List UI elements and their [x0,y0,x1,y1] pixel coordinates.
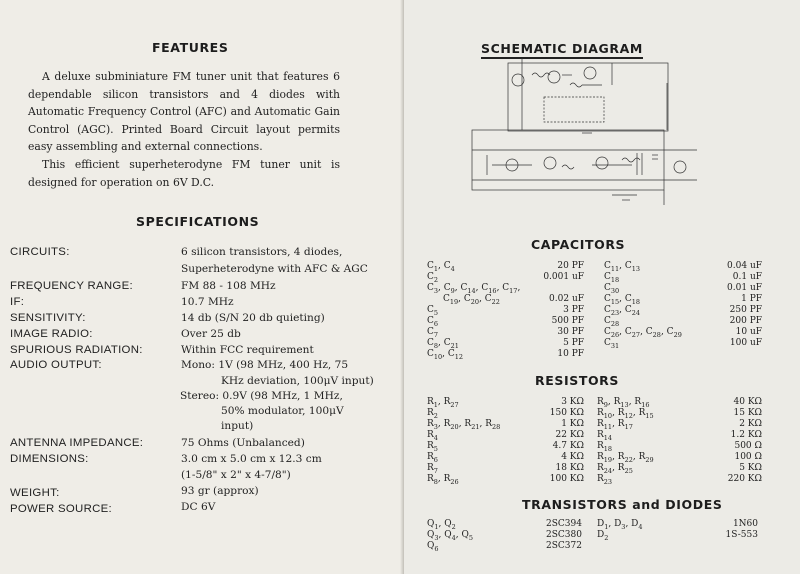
sensitivity-value: 14 db (S/N 20 db quieting) [181,312,325,324]
dimensions-label: DIMENSIONS: [10,453,89,465]
capacitor-ref: $C_6$ [427,316,439,328]
image-radio-value: Over 25 db [181,328,241,340]
resistor-ref: $R_4$ [427,430,438,442]
capacitor-value: 100 uF [729,338,762,348]
resistor-ref: $R_2$ [427,408,438,420]
resistor-ref: $R_{18}$ [597,441,613,453]
transistor-value: 2SC394 [546,519,582,529]
diode-value: 1N60 [732,519,758,529]
transistors-heading: TRANSISTORS and DIODES [522,497,723,512]
capacitor-ref: $C_8$, $C_{21}$ [427,338,459,350]
capacitor-value: 0.1 uF [732,272,762,282]
capacitor-value: 5 PF [563,338,584,348]
capacitor-value: 10 PF [557,349,584,359]
features-text [28,68,340,191]
diode-value: 1S-553 [725,530,758,540]
capacitor-ref: $C_{15}$, $C_{18}$ [604,294,641,306]
right-page [404,0,800,574]
audio-output-label: AUDIO OUTPUT: [10,359,102,371]
resistor-ref: $R_{14}$ [597,430,613,442]
capacitor-ref: $C_{18}$ [604,272,620,284]
capacitor-ref: $C_{11}$, $C_{13}$ [604,261,641,273]
resistor-ref: $R_5$ [427,441,438,453]
transistor-ref: $Q_3$, $Q_4$, $Q_5$ [427,530,474,542]
power-source-label: POWER SOURCE: [10,503,112,515]
capacitor-value: 0.02 uF [549,294,584,304]
resistor-ref: $R_{11}$, $R_{17}$ [597,419,633,431]
capacitor-value: 200 PF [729,316,762,326]
resistor-value: 40 KΩ [733,397,762,407]
capacitor-ref: $C_2$ [427,272,439,284]
resistor-value: 150 KΩ [549,408,584,418]
resistor-ref: $R_3$, $R_{20}$, $R_{21}$, $R_{28}$ [427,419,501,431]
audio-mono-line-1: Mono: 1V (98 MHz, 400 Hz, 75 [181,359,349,371]
frequency-label: FREQUENCY RANGE: [10,280,133,292]
resistor-ref: $R_6$ [427,452,438,464]
spurious-label: SPURIOUS RADIATION: [10,344,143,356]
capacitors-heading: CAPACITORS [531,237,626,252]
capacitor-ref: $C_{10}$, $C_{12}$ [427,349,464,361]
resistor-value: 3 KΩ [561,397,584,407]
capacitor-ref: $C_{23}$, $C_{24}$ [604,305,641,317]
resistor-value: 4 KΩ [561,452,584,462]
resistor-ref: $R_9$, $R_{13}$, $R_{16}$ [597,397,650,409]
features-heading: FEATURES [152,40,229,55]
image-radio-label: IMAGE RADIO: [10,328,93,340]
weight-value: 93 gr (approx) [181,485,259,497]
capacitor-ref: $C_1$, $C_4$ [427,261,455,273]
audio-mono-line-2: KHz deviation, 100μV input) [221,375,374,387]
resistor-ref: $R_8$, $R_{26}$ [427,474,459,486]
capacitor-ref: $C_{28}$ [604,316,620,328]
transistor-ref: $Q_1$, $Q_2$ [427,519,456,531]
resistor-value: 500 Ω [734,441,762,451]
resistor-ref: $R_7$ [427,463,438,475]
capacitor-value: 20 PF [557,261,584,271]
capacitor-value: 0.001 uF [543,272,584,282]
if-label: IF: [10,296,25,308]
dimensions-value-line-1: 3.0 cm x 5.0 cm x 12.3 cm [181,453,322,465]
resistor-ref: $R_{19}$, $R_{22}$, $R_{29}$ [597,452,654,464]
circuits-value-line-1: 6 silicon transistors, 4 diodes, [181,246,343,258]
resistor-value: 1.2 KΩ [730,430,762,440]
specifications-heading: SPECIFICATIONS [136,214,260,229]
capacitor-ref: $C_{19}$, $C_{20}$, $C_{22}$ [443,294,500,306]
circuits-value-line-2: Superheterodyne with AFC & AGC [181,263,368,275]
resistor-value: 18 KΩ [555,463,584,473]
resistor-ref: $R_1$, $R_{27}$ [427,397,459,409]
spurious-value: Within FCC requirement [181,344,314,356]
resistor-value: 15 KΩ [733,408,762,418]
capacitor-ref: $C_7$ [427,327,439,339]
capacitor-value: 500 PF [551,316,584,326]
audio-stereo-line-3: input) [221,420,254,432]
capacitor-value: 3 PF [563,305,584,315]
capacitor-ref: $C_3$, $C_9$, $C_{14}$, $C_{16}$, $C_{17}$, [427,283,521,295]
capacitor-ref: $C_{31}$ [604,338,620,350]
transistor-ref: $Q_6$ [427,541,439,553]
capacitor-ref: $C_{26}$, $C_{27}$, $C_{28}$, $C_{29}$ [604,327,682,339]
antenna-value: 75 Ohms (Unbalanced) [181,437,305,449]
resistor-ref: $R_{10}$, $R_{12}$, $R_{15}$ [597,408,654,420]
resistor-value: 4.7 KΩ [552,441,584,451]
diode-ref: $D_1$, $D_3$, $D_4$ [597,519,643,531]
audio-stereo-line-2: 50% modulator, 100μV [221,405,344,417]
capacitor-value: 250 PF [729,305,762,315]
resistor-value: 5 KΩ [739,463,762,473]
features-paragraph-2: This efficient superheterodyne FM tuner unit is designed for operation on 6V D.C. [28,157,340,189]
dimensions-value-line-2: (1-5/8" x 2" x 4-7/8") [181,469,291,481]
resistor-value: 22 KΩ [555,430,584,440]
features-paragraph-1: A deluxe subminiature FM tuner unit that features 6 dependable silicon transistors and 4 diodes with Automatic Frequency Control (AFC) and Automatic Gain Control (AGC). Printed Board Circuit layout permits easy assembling and external connections. [28,70,340,154]
capacitor-value: 0.04 uF [727,261,762,271]
diode-ref: $D_2$ [597,530,609,542]
capacitor-ref: $C_{30}$ [604,283,620,295]
audio-stereo-line-1: Stereo: 0.9V (98 MHz, 1 MHz, [180,390,343,402]
resistor-value: 220 KΩ [727,474,762,484]
capacitor-value: 30 PF [557,327,584,337]
if-value: 10.7 MHz [181,296,234,308]
resistor-value: 2 KΩ [739,419,762,429]
resistor-value: 100 KΩ [549,474,584,484]
power-source-value: DC 6V [181,501,216,513]
transistor-value: 2SC380 [546,530,582,540]
resistor-value: 100 Ω [734,452,762,462]
capacitor-ref: $C_5$ [427,305,439,317]
capacitor-value: 10 uF [735,327,762,337]
schematic-heading: SCHEMATIC DIAGRAM [481,41,643,59]
schematic-diagram [462,55,712,215]
sensitivity-label: SENSITIVITY: [10,312,86,324]
transistor-value: 2SC372 [546,541,582,551]
capacitor-value: 1 PF [741,294,762,304]
frequency-value: FM 88 - 108 MHz [181,280,276,292]
resistor-value: 1 KΩ [561,419,584,429]
antenna-label: ANTENNA IMPEDANCE: [10,437,144,449]
resistors-heading: RESISTORS [535,373,620,388]
capacitor-value: 0.01 uF [727,283,762,293]
resistor-ref: $R_{23}$ [597,474,613,486]
resistor-ref: $R_{24}$, $R_{25}$ [597,463,633,475]
circuits-label: CIRCUITS: [10,246,70,258]
weight-label: WEIGHT: [10,487,60,499]
